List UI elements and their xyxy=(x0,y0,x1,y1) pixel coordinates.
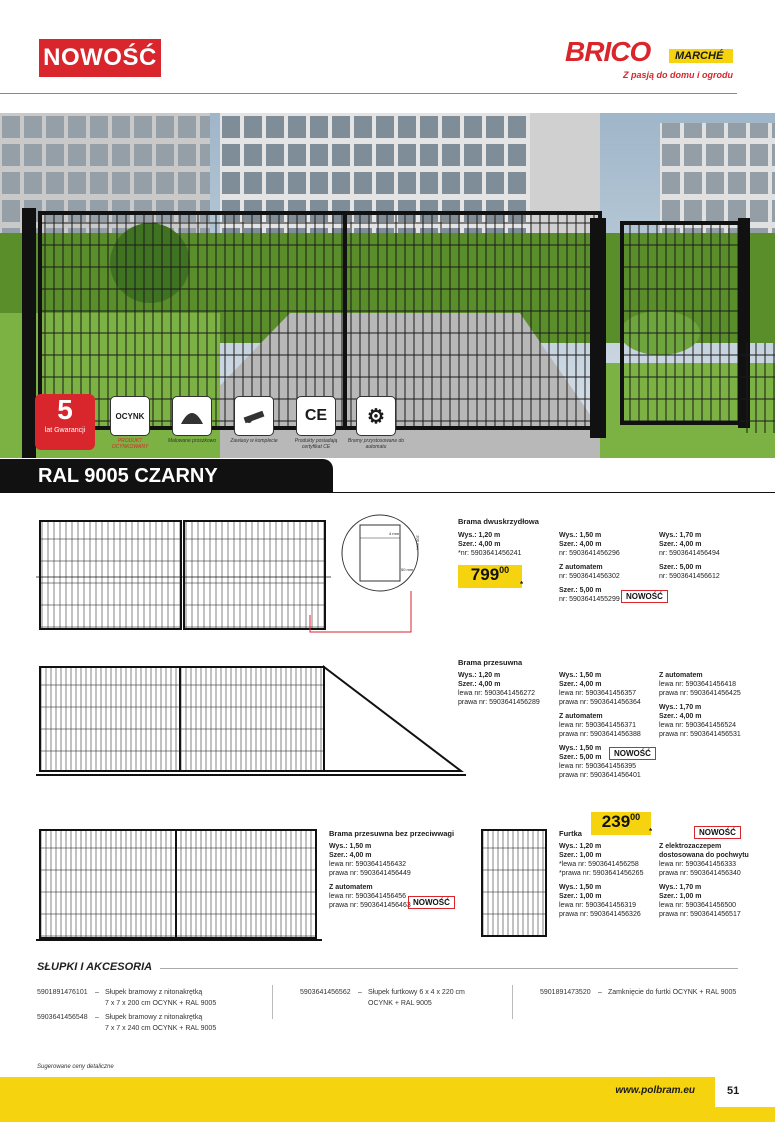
powder-coat-glyph xyxy=(179,406,205,426)
feature-label: Produkty posiadają certyfikat CE xyxy=(294,438,338,450)
product-title-wicket: Furtka xyxy=(559,829,582,838)
product-title-double: Brama dwuskrzydłowa xyxy=(458,517,539,526)
spec-width: Szer.: 1,00 m xyxy=(659,893,702,900)
page-number: 51 xyxy=(727,1085,740,1097)
dim-label-c: 50 mm xyxy=(401,567,414,572)
spec-code: prawa nr: 5903641456449 xyxy=(329,870,411,877)
accessory-code: 5901891473520 xyxy=(540,989,591,996)
spec-feature: Z elektrozaczepem xyxy=(659,843,722,850)
spec-automation: Z automatem xyxy=(559,564,603,571)
accessories-divider xyxy=(160,968,738,969)
spec-code: prawa nr: 5903641456531 xyxy=(659,731,741,738)
bricomarche-logo xyxy=(565,36,745,86)
zinc-icon-text: OCYNK xyxy=(115,411,145,421)
feature-zinc xyxy=(101,396,159,450)
dim-label-a: 4 mm xyxy=(389,531,399,536)
spec-width: Szer.: 4,00 m xyxy=(559,541,602,548)
spec-automation: Z automatem xyxy=(329,884,373,891)
new-badge: NOWOŚĆ xyxy=(39,39,161,77)
spec-width: Szer.: 5,00 m xyxy=(559,754,602,761)
wicket-col1 xyxy=(559,842,643,919)
spec-automation: Z automatem xyxy=(659,672,703,679)
accessory-dash: – xyxy=(598,989,602,996)
feature-powder-coat xyxy=(163,396,221,444)
powder-coat-icon xyxy=(172,396,212,436)
warranty-badge xyxy=(35,394,95,450)
section-divider xyxy=(0,492,775,493)
spec-code: prawa nr: 5903641456326 xyxy=(559,911,641,918)
accessory-desc: 7 x 7 x 240 cm OCYNK + RAL 9005 xyxy=(105,1025,217,1032)
accessory-code: 5901891476101 xyxy=(37,989,88,996)
gears-icon: ⚙ xyxy=(356,396,396,436)
spec-width: Szer.: 4,00 m xyxy=(329,852,372,859)
new-badge-small: NOWOŚĆ xyxy=(408,896,455,909)
spec-automation: Z automatem xyxy=(559,713,603,720)
double-gate-drawing xyxy=(36,517,331,635)
section-title-bar: RAL 9005 CZARNY xyxy=(0,459,333,493)
price-main: 799 xyxy=(470,565,500,584)
spec-height: Wys.: 1,50 m xyxy=(559,672,602,679)
spec-height: Wys.: 1,20 m xyxy=(458,532,501,539)
product-title-nocounter: Brama przesuwna bez przeciwwagi xyxy=(329,829,455,838)
spec-height: Wys.: 1,50 m xyxy=(329,843,372,850)
sliding-gate-drawing xyxy=(36,663,468,781)
wicket-col2 xyxy=(659,842,749,919)
features-bar xyxy=(35,394,405,458)
spec-height: Wys.: 1,50 m xyxy=(559,532,602,539)
spec-code: lewa nr: 5903641456333 xyxy=(659,861,737,868)
accessory-item xyxy=(300,987,510,1009)
accessory-item xyxy=(540,987,740,998)
sliding-col2 xyxy=(559,671,641,780)
accessories-separator xyxy=(272,985,273,1019)
spec-feature: dostosowana do pochwytu xyxy=(659,852,749,859)
sliding-col1 xyxy=(458,671,540,707)
footer-url-link[interactable]: www.polbram.eu xyxy=(615,1085,695,1096)
spec-code: *prawa nr: 5903641456265 xyxy=(559,870,644,877)
nocounter-gate-drawing xyxy=(36,826,322,944)
accessory-desc: Słupek bramowy z nitonakrętką xyxy=(105,989,203,996)
spec-width: Szer.: 4,00 m xyxy=(659,541,702,548)
warranty-number: 5 xyxy=(57,394,73,425)
logo-marche: MARCHÉ xyxy=(669,49,733,63)
feature-hinge xyxy=(225,396,283,444)
ce-icon-text: CE xyxy=(304,407,328,424)
spec-code: lewa nr: 5903641456500 xyxy=(659,902,737,909)
spec-code: prawa nr: 5903641456289 xyxy=(458,699,540,706)
spec-code: nr: 5903641456302 xyxy=(559,573,620,580)
footer-page-tab xyxy=(715,1077,775,1107)
spec-code: nr: 5903641456612 xyxy=(659,573,720,580)
spec-code: nr: 5903641456296 xyxy=(559,550,620,557)
spec-width: Szer.: 4,00 m xyxy=(458,541,501,548)
spec-width: Szer.: 1,00 m xyxy=(559,893,602,900)
spec-code: prawa nr: 5903641456364 xyxy=(559,699,641,706)
spec-code: lewa nr: 5903641456432 xyxy=(329,861,407,868)
accessories-title: SŁUPKI I AKCESORIA xyxy=(37,961,153,973)
accessory-desc: Słupek bramowy z nitonakrętką xyxy=(105,1014,203,1021)
spec-height: Wys.: 1,50 m xyxy=(559,884,602,891)
spec-code: lewa nr: 5903641456319 xyxy=(559,902,637,909)
logo-tagline: Z pasją do domu i ogrodu xyxy=(623,70,733,80)
feature-label: Zawiasy w komplecie xyxy=(230,438,278,444)
zinc-icon xyxy=(110,396,150,436)
price-main: 239 xyxy=(601,812,631,831)
accessories-col3 xyxy=(540,987,740,998)
spec-code: lewa nr: 5903641456395 xyxy=(559,763,637,770)
accessories-col2 xyxy=(300,987,510,1009)
spec-height: Wys.: 1,20 m xyxy=(559,843,602,850)
feature-label: Bramy przystosowane do automatu xyxy=(347,438,405,450)
new-badge-small: NOWOŚĆ xyxy=(621,590,668,603)
accessory-dash: – xyxy=(95,1014,99,1021)
price-double xyxy=(458,565,522,588)
feature-automation xyxy=(347,396,405,450)
price-asterisk: * xyxy=(520,580,524,589)
spec-code: prawa nr: 5903641456388 xyxy=(559,731,641,738)
double-col3 xyxy=(659,531,720,581)
feature-label: Malowane proszkowo xyxy=(167,438,217,444)
accessory-code: 5903641456562 xyxy=(300,989,351,996)
spec-code: *lewa nr: 5903641456258 xyxy=(559,861,639,868)
new-badge-small: NOWOŚĆ xyxy=(694,826,741,839)
warranty-label: lat Gwarancji xyxy=(44,427,86,434)
double-col1 xyxy=(458,531,521,558)
spec-code: lewa nr: 5903641456418 xyxy=(659,681,737,688)
feature-ce xyxy=(287,396,345,450)
header-divider xyxy=(0,93,737,94)
mesh-detail-callout xyxy=(308,510,438,635)
new-badge-small: NOWOŚĆ xyxy=(609,747,656,760)
price-wicket xyxy=(591,812,651,835)
accessories-col1 xyxy=(37,987,267,1034)
product-title-sliding: Brama przesuwna xyxy=(458,658,523,667)
spec-height: Wys.: 1,70 m xyxy=(659,884,702,891)
accessory-item xyxy=(37,1012,267,1034)
price-cents: 00 xyxy=(630,812,641,822)
ce-icon xyxy=(296,396,336,436)
spec-width: Szer.: 4,00 m xyxy=(458,681,501,688)
feature-label: PRODUKT OCYNKOWANY xyxy=(111,438,149,450)
spec-code: nr: 5903641456494 xyxy=(659,550,720,557)
accessory-desc: OCYNK + RAL 9005 xyxy=(368,1000,432,1007)
spec-code: nr: 5903641455299 xyxy=(559,596,620,603)
double-col2 xyxy=(559,531,620,604)
price-note: Sugerowane ceny detaliczne xyxy=(37,1064,114,1070)
spec-code: prawa nr: 5903641456425 xyxy=(659,690,741,697)
logo-brico: BRICO xyxy=(565,36,651,67)
sliding-col3 xyxy=(659,671,741,739)
accessory-desc: 7 x 7 x 200 cm OCYNK + RAL 9005 xyxy=(105,1000,217,1007)
accessory-desc: Zamknięcie do furtki OCYNK + RAL 9005 xyxy=(608,989,737,996)
spec-code: lewa nr: 5903641456524 xyxy=(659,722,737,729)
price-asterisk: * xyxy=(649,827,653,836)
hinge-glyph xyxy=(241,406,267,426)
nocounter-specs xyxy=(329,842,411,910)
accessory-dash: – xyxy=(358,989,362,996)
spec-code: lewa nr: 5903641456272 xyxy=(458,690,536,697)
dim-label-b: 200 mm xyxy=(415,535,421,550)
footer-bar xyxy=(0,1077,775,1122)
spec-width: Szer.: 1,00 m xyxy=(559,852,602,859)
spec-width: Szer.: 4,00 m xyxy=(659,713,702,720)
price-cents: 00 xyxy=(499,565,510,575)
spec-height: Wys.: 1,70 m xyxy=(659,704,702,711)
spec-width: Szer.: 5,00 m xyxy=(659,564,702,571)
spec-code: *nr: 5903641456241 xyxy=(458,550,522,557)
spec-code: prawa nr: 5903641456340 xyxy=(659,870,741,877)
accessories-separator xyxy=(512,985,513,1019)
spec-height: Wys.: 1,70 m xyxy=(659,532,702,539)
spec-code: prawa nr: 5903641456463 xyxy=(329,902,411,909)
spec-width: Szer.: 4,00 m xyxy=(559,681,602,688)
spec-code: lewa nr: 5903641456456 xyxy=(329,893,407,900)
spec-code: prawa nr: 5903641456517 xyxy=(659,911,741,918)
wicket-drawing xyxy=(478,826,550,942)
spec-height: Wys.: 1,20 m xyxy=(458,672,501,679)
accessory-code: 5903641456548 xyxy=(37,1014,88,1021)
spec-height: Wys.: 1,50 m xyxy=(559,745,602,752)
spec-code: prawa nr: 5903641456401 xyxy=(559,772,641,779)
accessory-desc: Słupek furtkowy 6 x 4 x 220 cm xyxy=(368,989,465,996)
spec-width: Szer.: 5,00 m xyxy=(559,587,602,594)
spec-code: lewa nr: 5903641456371 xyxy=(559,722,637,729)
accessory-dash: – xyxy=(95,989,99,996)
hinge-icon xyxy=(234,396,274,436)
spec-code: lewa nr: 5903641456357 xyxy=(559,690,637,697)
accessory-item xyxy=(37,987,267,1009)
